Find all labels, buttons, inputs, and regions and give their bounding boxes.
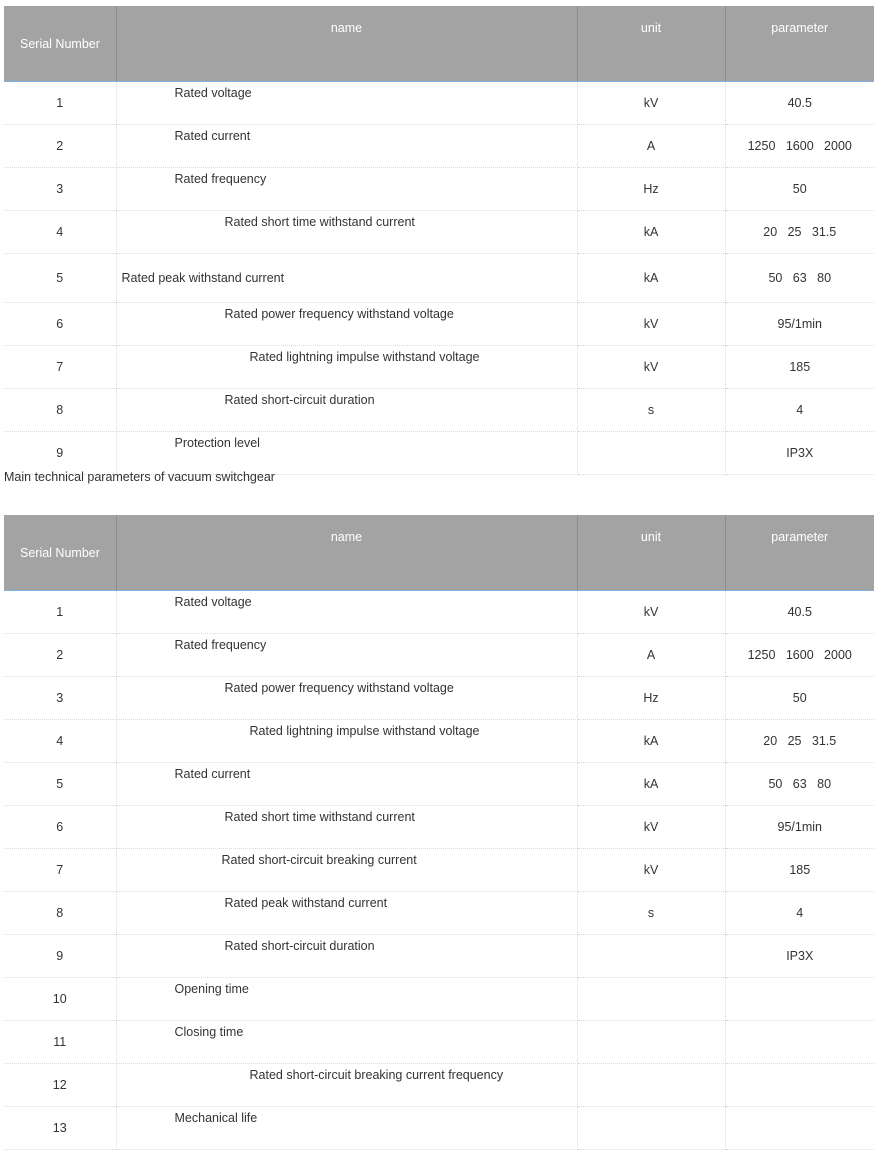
table-row	[4, 346, 874, 389]
name-cell: Rated frequency	[116, 168, 577, 211]
name-cell: Rated current	[116, 125, 577, 168]
serial-cell: 1	[4, 82, 116, 125]
name-cell: Rated short-circuit breaking current frequency	[116, 1064, 577, 1107]
unit-cell: kV	[577, 82, 725, 125]
table-row	[4, 211, 874, 254]
header-serial-number: Serial Number	[4, 515, 116, 591]
serial-cell: 9	[4, 935, 116, 978]
name-cell: Rated peak withstand current	[116, 892, 577, 935]
serial-cell: 13	[4, 1107, 116, 1150]
parameter-cell: 185	[725, 849, 874, 892]
unit-cell: kA	[577, 720, 725, 763]
header-parameter: parameter	[725, 515, 874, 591]
table-row	[4, 720, 874, 763]
serial-cell: 3	[4, 168, 116, 211]
serial-cell: 6	[4, 806, 116, 849]
serial-cell: 3	[4, 677, 116, 720]
name-cell: Rated lightning impulse withstand voltage	[116, 346, 577, 389]
name-cell: Rated short-circuit duration	[116, 935, 577, 978]
table-row	[4, 432, 874, 475]
parameter-cell: IP3X	[725, 432, 874, 475]
serial-cell: 1	[4, 591, 116, 634]
unit-cell: kV	[577, 849, 725, 892]
unit-cell: s	[577, 389, 725, 432]
name-cell: Rated voltage	[116, 82, 577, 125]
parameter-cell: 1250 1600 2000	[725, 634, 874, 677]
unit-cell: kA	[577, 211, 725, 254]
parameter-cell	[725, 1107, 874, 1150]
table-row	[4, 1107, 874, 1150]
serial-cell: 5	[4, 763, 116, 806]
parameter-cell: 4	[725, 892, 874, 935]
table-row	[4, 1064, 874, 1107]
parameter-cell: 20 25 31.5	[725, 720, 874, 763]
header-name: name	[116, 6, 577, 82]
parameter-cell: 95/1min	[725, 303, 874, 346]
parameter-cell: 1250 1600 2000	[725, 125, 874, 168]
name-cell: Rated current	[116, 763, 577, 806]
name-cell: Rated power frequency withstand voltage	[116, 303, 577, 346]
table-row	[4, 763, 874, 806]
unit-cell: A	[577, 125, 725, 168]
name-cell: Rated power frequency withstand voltage	[116, 677, 577, 720]
parameter-cell: 95/1min	[725, 806, 874, 849]
unit-cell: s	[577, 892, 725, 935]
unit-cell	[577, 1064, 725, 1107]
serial-cell: 8	[4, 389, 116, 432]
unit-cell	[577, 432, 725, 475]
name-cell: Closing time	[116, 1021, 577, 1064]
name-cell: Rated short-circuit duration	[116, 389, 577, 432]
parameter-cell	[725, 978, 874, 1021]
parameter-cell	[725, 1021, 874, 1064]
unit-cell: Hz	[577, 677, 725, 720]
serial-cell: 2	[4, 634, 116, 677]
name-cell: Rated voltage	[116, 591, 577, 634]
unit-cell: kA	[577, 254, 725, 303]
parameter-cell: 185	[725, 346, 874, 389]
name-cell: Rated short time withstand current	[116, 211, 577, 254]
parameter-cell: IP3X	[725, 935, 874, 978]
name-cell: Opening time	[116, 978, 577, 1021]
serial-cell: 6	[4, 303, 116, 346]
header-unit: unit	[577, 515, 725, 591]
serial-cell: 10	[4, 978, 116, 1021]
table-row	[4, 591, 874, 634]
serial-cell: 7	[4, 849, 116, 892]
name-cell: Protection level	[116, 432, 577, 475]
unit-cell	[577, 1021, 725, 1064]
unit-cell	[577, 1107, 725, 1150]
table-header-row	[4, 515, 874, 591]
serial-cell: 8	[4, 892, 116, 935]
parameter-cell	[725, 1064, 874, 1107]
parameter-cell: 50 63 80	[725, 254, 874, 303]
parameter-cell: 50	[725, 168, 874, 211]
name-cell: Rated frequency	[116, 634, 577, 677]
serial-cell: 7	[4, 346, 116, 389]
unit-cell: kV	[577, 591, 725, 634]
table-row	[4, 303, 874, 346]
parameter-cell: 50	[725, 677, 874, 720]
table-row	[4, 1021, 874, 1064]
table-row	[4, 677, 874, 720]
serial-cell: 12	[4, 1064, 116, 1107]
unit-cell: kV	[577, 806, 725, 849]
parameter-cell: 40.5	[725, 591, 874, 634]
unit-cell	[577, 978, 725, 1021]
serial-cell: 5	[4, 254, 116, 303]
serial-cell: 4	[4, 211, 116, 254]
table-row	[4, 82, 874, 125]
unit-cell: A	[577, 634, 725, 677]
serial-cell: 9	[4, 432, 116, 475]
header-unit: unit	[577, 6, 725, 82]
table-row	[4, 389, 874, 432]
serial-cell: 11	[4, 1021, 116, 1064]
switchgear-parameters-table	[4, 6, 874, 475]
header-parameter: parameter	[725, 6, 874, 82]
parameter-cell: 50 63 80	[725, 763, 874, 806]
table-row	[4, 168, 874, 211]
unit-cell: Hz	[577, 168, 725, 211]
serial-cell: 2	[4, 125, 116, 168]
name-cell: Mechanical life	[116, 1107, 577, 1150]
table-row	[4, 806, 874, 849]
table-row	[4, 125, 874, 168]
name-cell: Rated short-circuit breaking current	[116, 849, 577, 892]
table-row	[4, 849, 874, 892]
table-row	[4, 978, 874, 1021]
unit-cell	[577, 935, 725, 978]
name-cell: Rated lightning impulse withstand voltage	[116, 720, 577, 763]
table-caption: Main technical parameters of vacuum switchgear	[4, 470, 275, 484]
unit-cell: kV	[577, 346, 725, 389]
table-header-row	[4, 6, 874, 82]
parameter-cell: 20 25 31.5	[725, 211, 874, 254]
unit-cell: kA	[577, 763, 725, 806]
table-row	[4, 892, 874, 935]
name-cell: Rated short time withstand current	[116, 806, 577, 849]
table-row	[4, 634, 874, 677]
header-name: name	[116, 515, 577, 591]
vacuum-switchgear-parameters-table	[4, 515, 874, 1150]
serial-cell: 4	[4, 720, 116, 763]
name-cell: Rated peak withstand current	[116, 254, 577, 303]
unit-cell: kV	[577, 303, 725, 346]
parameter-cell: 40.5	[725, 82, 874, 125]
table-row	[4, 935, 874, 978]
table-row	[4, 254, 874, 303]
parameter-cell: 4	[725, 389, 874, 432]
header-serial-number: Serial Number	[4, 6, 116, 82]
